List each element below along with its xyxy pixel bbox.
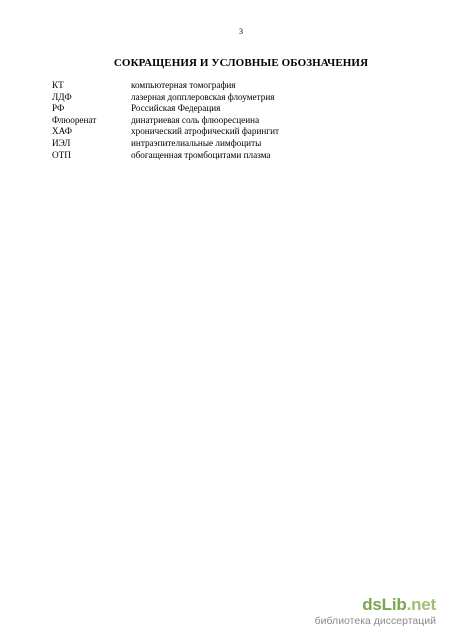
page-number: 3 bbox=[239, 27, 243, 36]
abbreviation-row bbox=[52, 92, 392, 104]
logo-main-text: dsLib bbox=[362, 595, 407, 614]
abbreviation-term: ИЭЛ bbox=[52, 137, 71, 148]
abbreviation-row bbox=[52, 80, 392, 92]
abbreviation-definition: обогащенная тромбоцитами плазма bbox=[131, 149, 271, 160]
abbreviation-row bbox=[52, 138, 392, 150]
abbreviation-definition: интраэпителиальные лимфоциты bbox=[131, 137, 262, 148]
abbreviation-row bbox=[52, 126, 392, 138]
abbreviation-definition: хронический атрофический фарингит bbox=[131, 126, 279, 137]
abbreviation-term: КТ bbox=[52, 80, 64, 90]
watermark-tagline: библиотека диссертаций bbox=[314, 615, 436, 627]
abbreviation-term: ХАФ bbox=[52, 126, 72, 137]
abbreviation-row bbox=[52, 150, 392, 162]
abbreviation-term: Флюоренат bbox=[52, 114, 97, 125]
abbreviation-term: ЛДФ bbox=[52, 91, 72, 102]
logo-suffix-text: .net bbox=[406, 595, 436, 614]
abbreviation-definition: динатриевая соль флюоресцеина bbox=[131, 114, 260, 125]
abbreviations-list bbox=[52, 80, 392, 161]
abbreviation-term: РФ bbox=[52, 103, 65, 114]
dslib-logo[interactable] bbox=[315, 596, 436, 614]
abbreviation-row bbox=[52, 115, 392, 127]
abbreviation-definition: лазерная допплеровская флоуметрия bbox=[131, 91, 275, 102]
abbreviation-row bbox=[52, 103, 392, 115]
section-title: СОКРАЩЕНИЯ И УСЛОВНЫЕ ОБОЗНАЧЕНИЯ bbox=[113, 57, 369, 69]
abbreviation-definition: Российская Федерация bbox=[131, 103, 221, 114]
dslib-watermark[interactable] bbox=[315, 596, 436, 627]
abbreviation-definition: компьютерная томография bbox=[131, 80, 236, 90]
abbreviation-term: ОТП bbox=[52, 149, 71, 160]
